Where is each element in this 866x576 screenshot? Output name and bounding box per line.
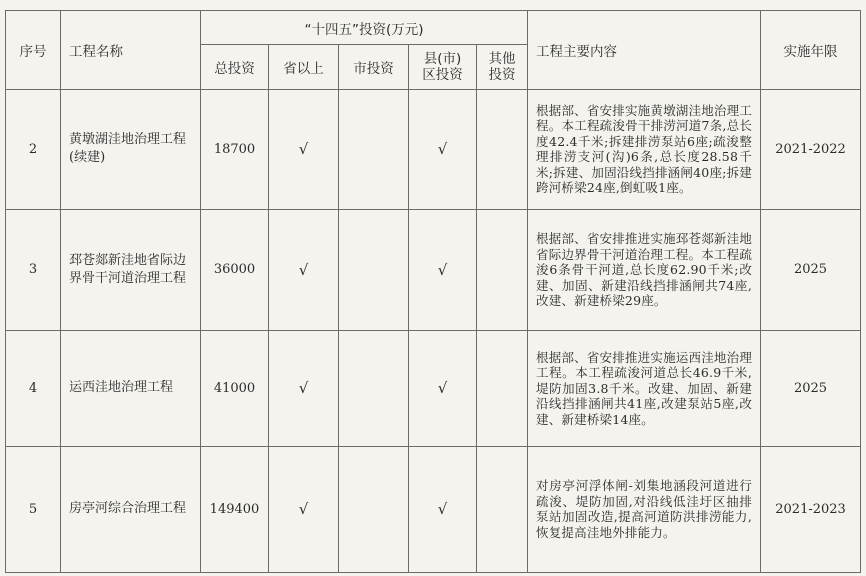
row-municipal-check [339,209,409,330]
header-county-line1: 县(市) [423,50,462,67]
row-total: 36000 [201,209,269,330]
table-row [6,330,861,446]
header-row-top [6,11,861,45]
header-name: 工程名称 [61,11,201,90]
row-municipal-check [339,446,409,572]
row-county-check: √ [409,89,477,209]
row-total: 18700 [201,89,269,209]
row-years: 2025 [761,330,861,446]
header-other [477,45,528,89]
row-county-check: √ [409,330,477,446]
table-row [6,89,861,209]
row-name: 邳苍郯新洼地省际边界骨干河道治理工程 [61,209,201,330]
row-provincial-check: √ [269,330,339,446]
row-content: 根据部、省安排推进实施运西洼地治理工程。本工程疏浚河道总长46.9千米,堤防加固3.8千米。改建、加固、新建沿线挡排涵闸共41座,改建泵站5座,改建、新建桥梁14座。 [528,330,761,446]
row-years: 2021-2022 [761,89,861,209]
row-county-check: √ [409,446,477,572]
row-other-check [477,446,528,572]
row-name: 房亭河综合治理工程 [61,446,201,572]
row-county-check: √ [409,209,477,330]
row-other-check [477,89,528,209]
row-provincial-check: √ [269,89,339,209]
header-years: 实施年限 [761,11,861,90]
row-provincial-check: √ [269,446,339,572]
row-content: 根据部、省安排推进实施邳苍郯新洼地省际边界骨干河道治理工程。本工程疏浚6条骨干河道,总长度62.90千米;改建、加固、新建沿线挡排涵闸共74座,改建、新建桥梁29座。 [528,209,761,330]
header-county [409,45,477,89]
row-content: 对房亭河浮体闸-刘集地涵段河道进行疏浚、堤防加固,对沿线低洼圩区抽排泵站加固改造,提高河道防洪排涝能力,恢复提高洼地外排能力。 [528,446,761,572]
row-provincial-check: √ [269,209,339,330]
row-other-check [477,209,528,330]
row-name: 运西洼地治理工程 [61,330,201,446]
row-seq: 2 [6,89,61,209]
row-years: 2025 [761,209,861,330]
row-years: 2021-2023 [761,446,861,572]
header-municipal: 市投资 [339,45,409,89]
row-name: 黄墩湖洼地治理工程(续建) [61,89,201,209]
table-row [6,446,861,572]
row-seq: 3 [6,209,61,330]
row-other-check [477,330,528,446]
header-investment-group: “十四五”投资(万元) [201,11,528,45]
row-total: 149400 [201,446,269,572]
table-row [6,209,861,330]
row-municipal-check [339,330,409,446]
row-seq: 5 [6,446,61,572]
row-content: 根据部、省安排实施黄墩湖洼地治理工程。本工程疏浚骨干排涝河道7条,总长度42.4千米;拆建排涝泵站6座;疏浚整理排涝支河(沟)6条,总长度28.58千米;拆建、加固沿线挡排涵闸40座;拆建跨河桥梁24座,倒虹吸1座。 [528,89,761,209]
header-content: 工程主要内容 [528,11,761,90]
header-provincial: 省以上 [269,45,339,89]
header-other-line1: 其他 [488,50,516,67]
project-table [5,10,861,573]
row-total: 41000 [201,330,269,446]
row-municipal-check [339,89,409,209]
header-total: 总投资 [201,45,269,89]
header-county-line2: 区投资 [422,66,463,83]
row-seq: 4 [6,330,61,446]
header-other-line2: 投资 [488,66,516,83]
header-seq: 序号 [6,11,61,90]
